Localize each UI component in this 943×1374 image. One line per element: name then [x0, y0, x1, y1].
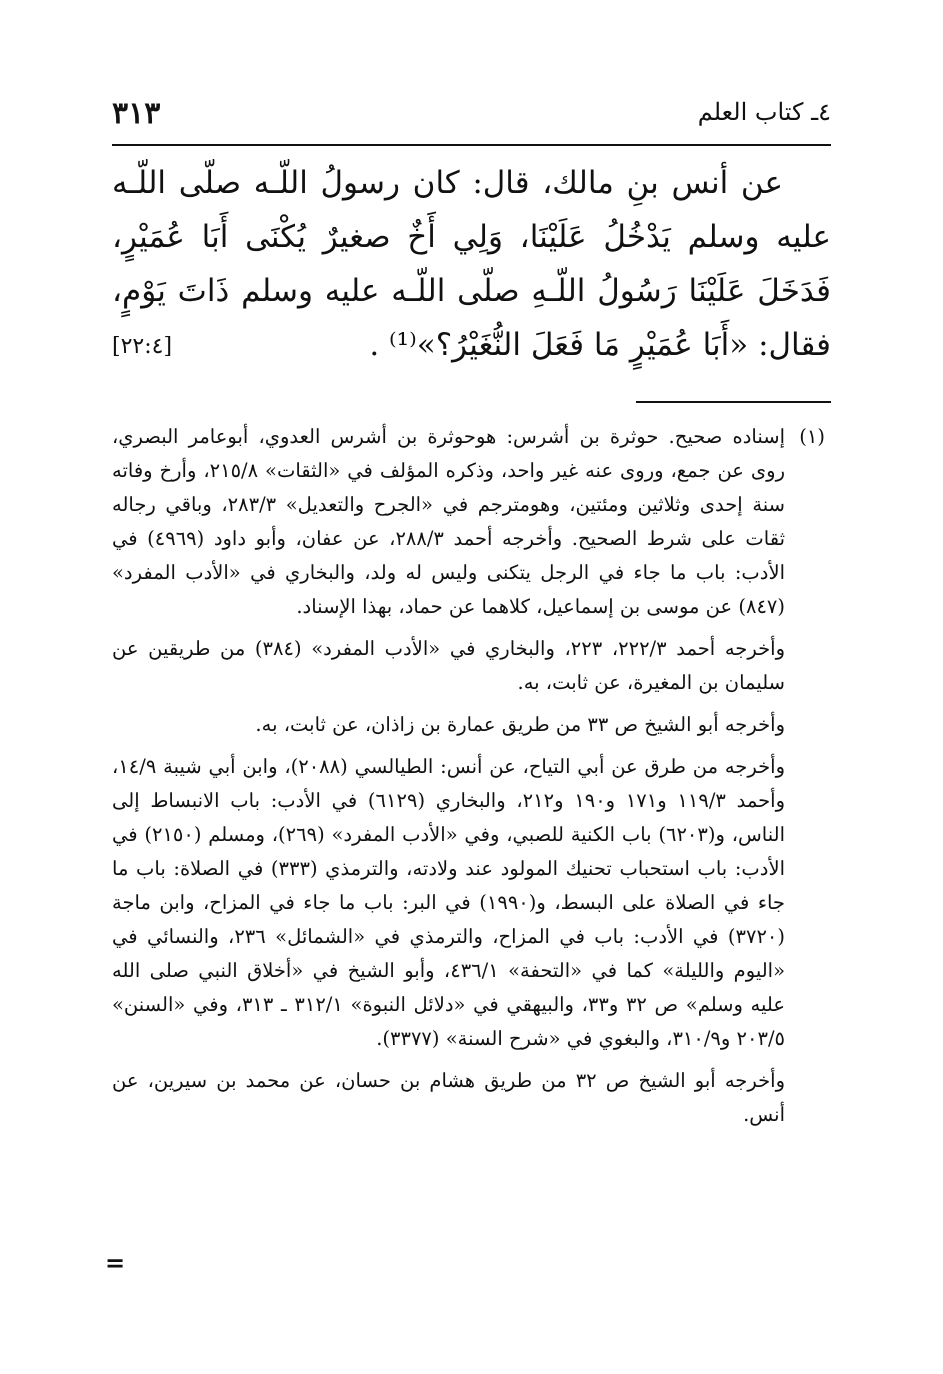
footnote-paragraph: وأخرجه أبو الشيخ ص ٣٢ من طريق هشام بن حسان، عن محمد بن سيرين، عن أنس. [112, 1069, 785, 1126]
footnote-marker: (١) [799, 425, 825, 448]
chapter-title: ٤ـ كتاب العلم [697, 98, 831, 126]
footnote-1 [112, 420, 825, 624]
footnote-paragraph: إسناده صحيح. حوثرة بن أشرس: هوحوثرة بن أشرس العدوي، أبوعامر البصري، روى عن جمع، وروى عنه غير واحد، وذكره المؤلف في «الثقات» ٢١٥/٨، وأرخ وفاته سنة إحدى وثلاثين ومئتين، وهومترجم في «الجرح والتعديل» ٢٨٣/٣، وباقي رجاله ثقات على شرط الصحيح. وأخرجه أحمد ٢٨٨/٣، عن عفان، وأبو داود (٤٩٦٩) في الأدب: باب ما جاء في الرجل يتكنى وليس له ولد، والبخاري في «الأدب المفرد» (٨٤٧) عن موسى بن إسماعيل، كلاهما عن حماد، بهذا الإسناد. [112, 425, 786, 618]
footnote-paragraph: وأخرجه من طرق عن أبي التياح، عن أنس: الطيالسي (٢٠٨٨)، وابن أبي شيبة ١٤/٩، وأحمد ١١٩/٣ و١٧١ و١٩٠ و٢١٢، والبخاري (٦١٢٩) في الأدب: باب الانبساط إلى الناس، و(٦٢٠٣) باب الكنية للصبي، وفي «الأدب المفرد» (٢٦٩)، ومسلم (٢١٥٠) في الأدب: باب استحباب تحنيك المولود عند ولادته، والترمذي (٣٣٣) في الصلاة: باب ما جاء في الصلاة على البسط، و(١٩٩٠) في البر: باب ما جاء في المزاح، وابن ماجة (٣٧٢٠) في الأدب: باب في المزاح، والترمذي في «الشمائل» ٢٣٦، والنسائي في «اليوم والليلة» كما في «التحفة» ٤٣٦/١، وأبو الشيخ في «أخلاق النبي صلى الله عليه وسلم» ص ٣٢ و٣٣، والبيهقي في «دلائل النبوة» ٣١٢/١ ـ ٣١٣، وفي «السنن» ٢٠٣/٥ و٣١٠/٩، والبغوي في «شرح السنة» (٣٣٧٧). [112, 755, 786, 1050]
footnote-rule [636, 401, 831, 403]
running-head [112, 96, 831, 136]
continuation-mark: = [105, 1248, 126, 1277]
hadith-text: عن أنس بنِ مالك، قال: كان رسولُ اللّـه صلّى اللّـه عليه وسلم يَدْخُلُ عَلَيْنَا، وَلِي أَخٌ صغيرٌ يُكْنَى أَبَا عُمَيْرٍ، فَدَخَلَ عَلَيْنَا رَسُولُ اللّـهِ صلّى اللّـه عليه وسلم ذَاتَ يَوْمٍ، فقال: «أَبَا عُمَيْرٍ مَا فَعَلَ النُّغَيْرُ؟»⁽¹⁾ . [112, 165, 831, 363]
page-number: ٣١٣ [112, 96, 161, 131]
header-rule [112, 144, 831, 146]
footnotes [112, 420, 825, 1140]
hadith-text-block [112, 156, 831, 372]
footnote-paragraph: وأخرجه أحمد ٢٢٢/٣، ٢٢٣، والبخاري في «الأدب المفرد» (٣٨٤) من طريقين عن سليمان بن المغيرة، عن ثابت، به. [112, 637, 785, 694]
hadith-reference: [٢٢:٤] [112, 334, 173, 359]
footnote-paragraph: وأخرجه أبو الشيخ ص ٣٣ من طريق عمارة بن زاذان، عن ثابت، به. [255, 713, 785, 736]
